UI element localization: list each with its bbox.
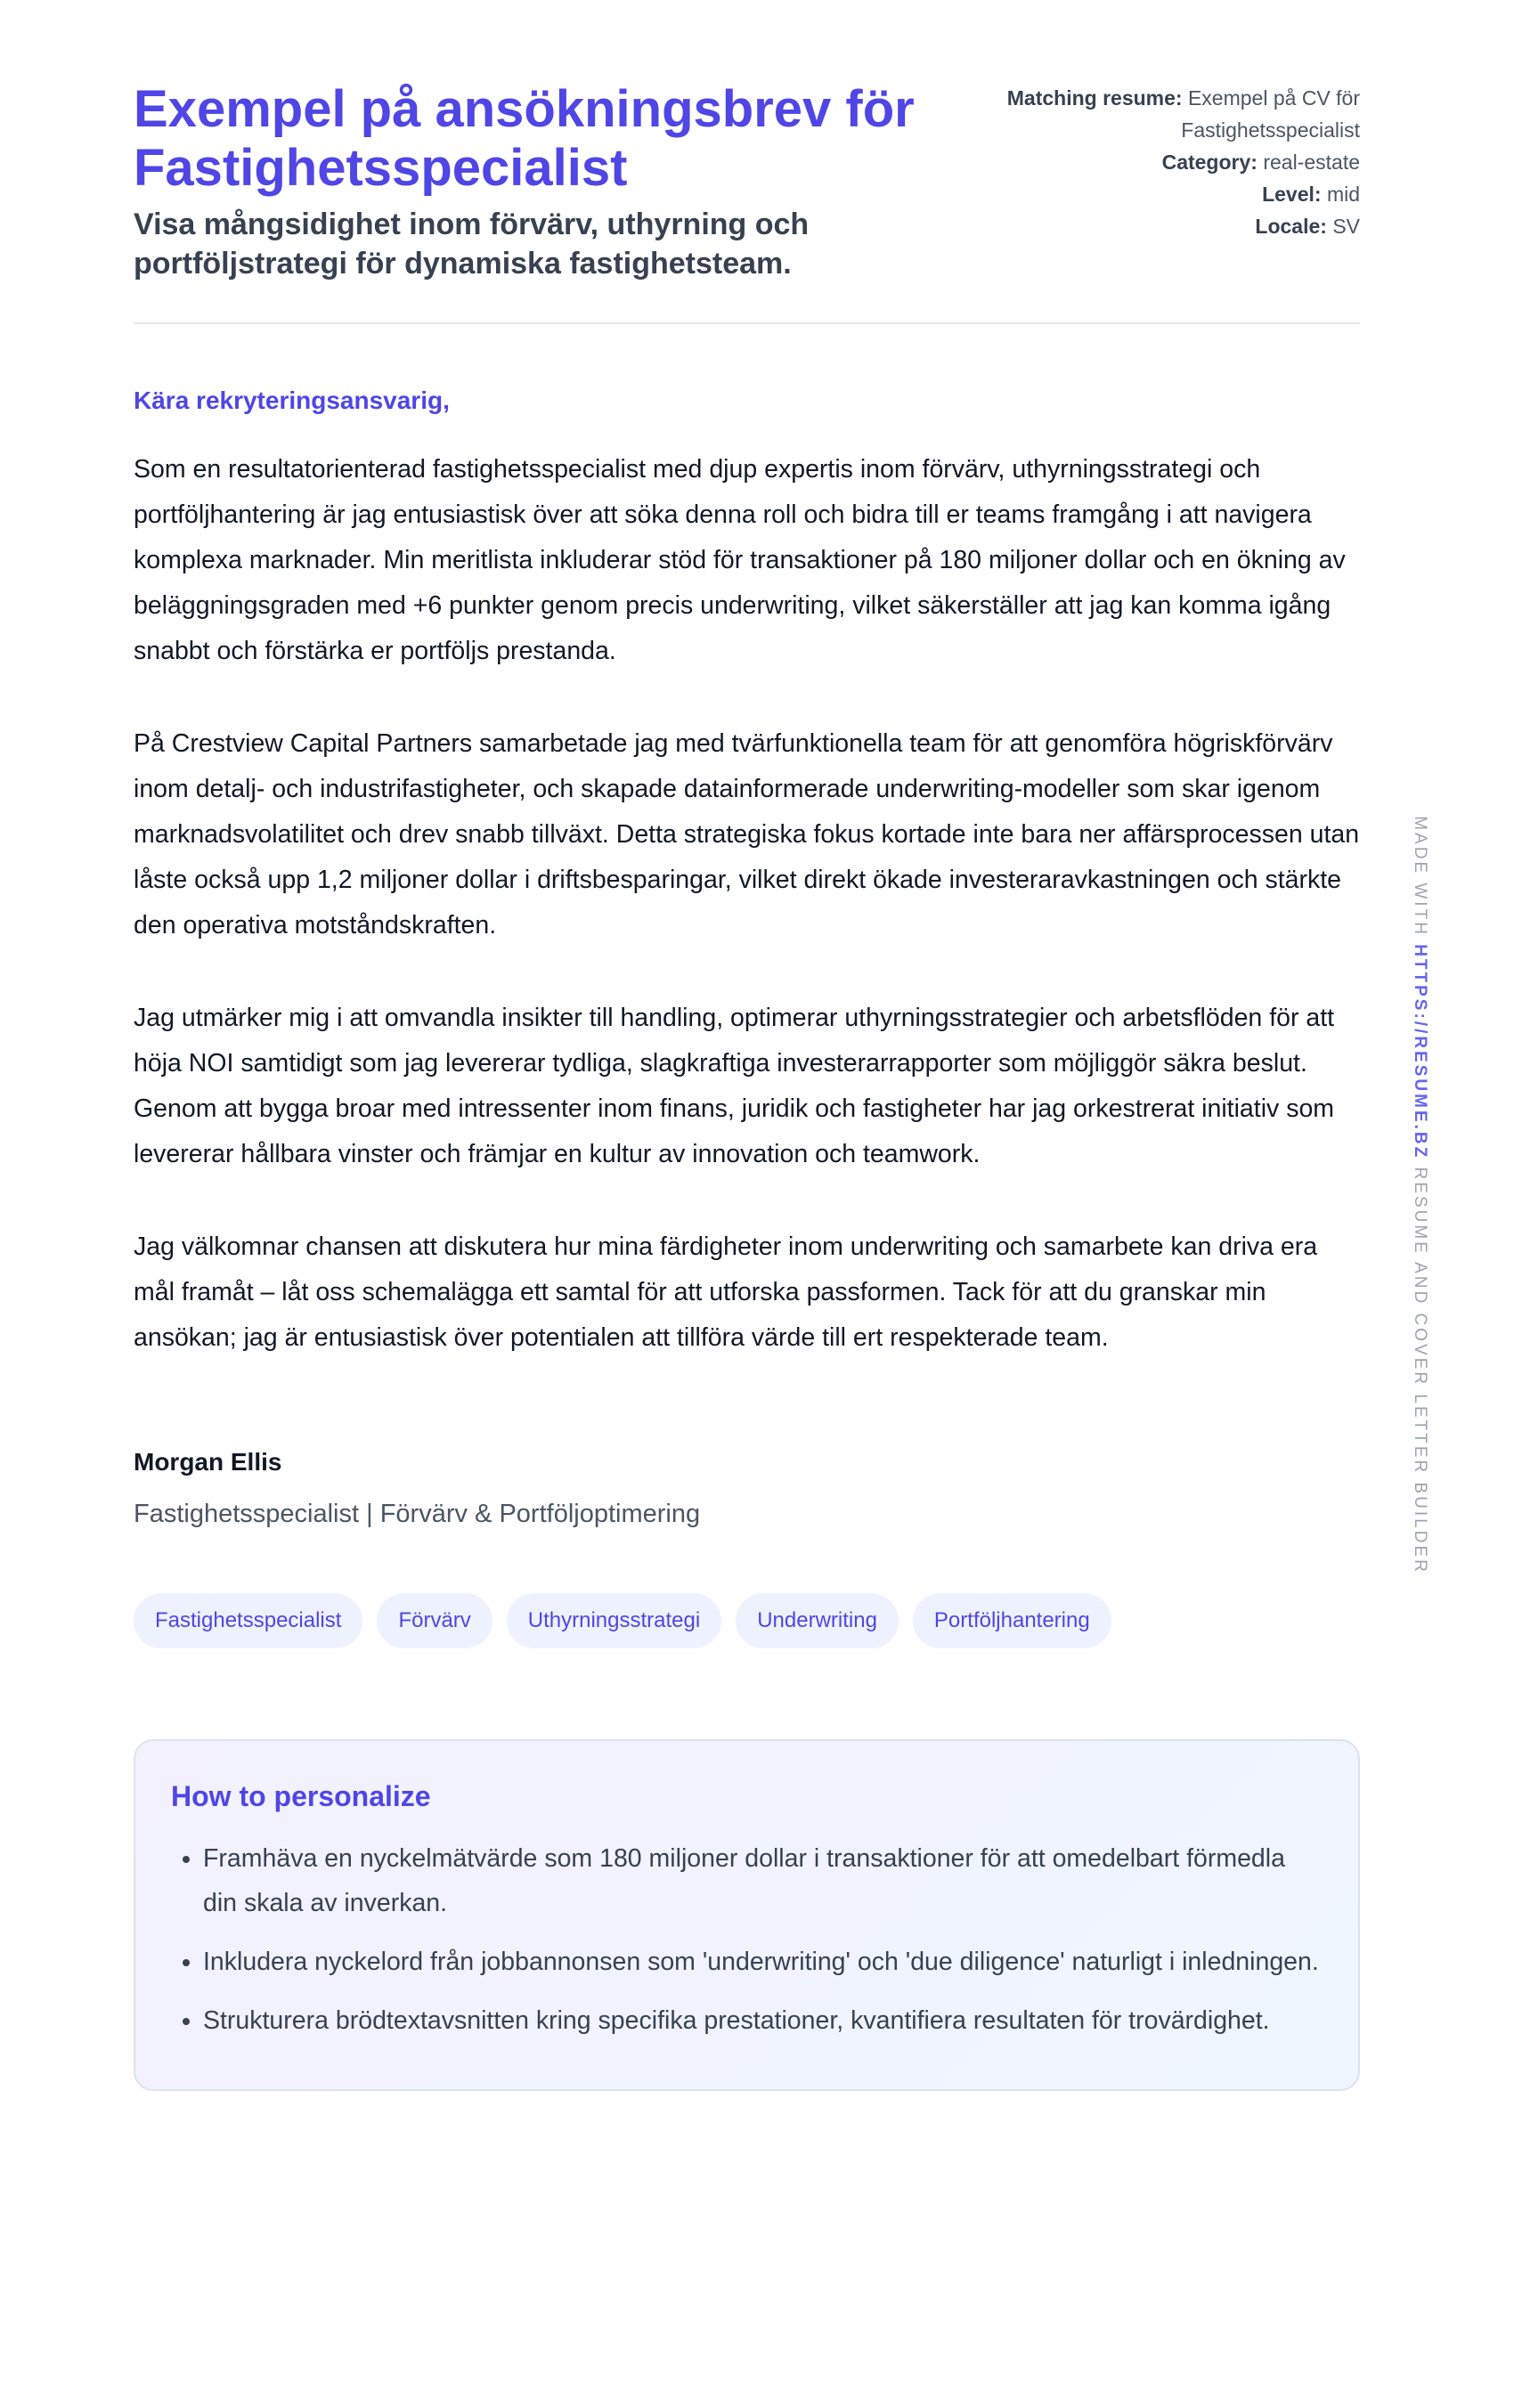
meta-level — [986, 178, 1360, 210]
personalize-list — [171, 1836, 1323, 2043]
letter-paragraph: Jag utmärker mig i att omvandla insikter till handling, optimerar uthyrningsstrategier och arbetsflöden för att höja NOI samtidigt som jag levererar tydliga, slagkraftiga investerarrapporter som möjliggör säkra beslut. Genom att bygga broar med intressenter inom finans, juridik och fastigheter har jag orkestrerat initiativ som levererar hållbara vinster och främjar en kultur av innovation och teamwork. — [134, 1004, 1335, 1168]
meta-level-value: mid — [1326, 183, 1360, 206]
page-title: Exempel på ansökningsbrev för Fastighetsspecialist — [134, 80, 915, 197]
meta-level-label: Level: — [1262, 183, 1322, 206]
personalize-item: • Strukturera brödtextavsnitten kring specifika prestationer, kvantifiera resultaten för trovärdighet. — [203, 1998, 1323, 2043]
tag-chip[interactable]: Uthyrningsstrategi — [507, 1593, 721, 1648]
meta-matching-resume — [986, 82, 1360, 146]
page-header — [134, 80, 1360, 324]
letter-salutation: Kära rekryteringsansvarig, — [134, 386, 450, 414]
meta-category — [986, 146, 1360, 178]
tag-list — [134, 1593, 1360, 1648]
meta-panel — [986, 80, 1360, 242]
personalize-panel — [134, 1739, 1360, 2091]
meta-matching-resume-value[interactable]: Exempel på CV för Fastighetsspecialist — [1181, 86, 1360, 142]
tag-chip[interactable]: Förvärv — [377, 1593, 492, 1648]
page-subtitle: Visa mångsidighet inom förvärv, uthyrning och portföljstrategi för dynamiska fastighetsteam. — [134, 207, 810, 281]
signature-role: Fastighetsspecialist | Förvärv & Portföljoptimering — [134, 1500, 701, 1528]
letter-paragraph: På Crestview Capital Partners samarbetade jag med tvärfunktionella team för att genomföra högriskförvärv inom detalj- och industrifastigheter, och skapade datainformerade underwriting-modeller som skar igenom marknadsvolatilitet och drev snabb tillväxt. Detta strategiska fokus kortade inte bara ner affärsprocessen utan låste också upp 1,2 miljoner dollar i driftsbesparingar, vilket direkt ökade investeraravkastningen och stärkte den operativa motståndskraften. — [134, 729, 1360, 940]
title-block — [134, 80, 935, 283]
meta-locale — [986, 210, 1360, 242]
meta-category-label: Category: — [1161, 150, 1258, 174]
personalize-title: How to personalize — [171, 1780, 431, 1812]
meta-category-value: real-estate — [1263, 150, 1360, 174]
sidebar-link[interactable]: HTTPS://RESUME.BZ — [1411, 944, 1429, 1160]
meta-locale-value: SV — [1332, 215, 1360, 238]
meta-matching-resume-label: Matching resume: — [1006, 86, 1183, 110]
cover-letter-page — [134, 80, 1360, 2091]
signature-name: Morgan Ellis — [134, 1448, 282, 1476]
sidebar-credit — [1410, 816, 1429, 1574]
tag-chip[interactable]: Underwriting — [736, 1593, 899, 1648]
letter-paragraph: Som en resultatorienterad fastighetsspecialist med djup expertis inom förvärv, uthyrningsstrategi och portföljhantering är jag entusiastisk över att söka denna roll och bidra till er teams framgång i att navigera komplexa marknader. Min meritlista inkluderar stöd för transaktioner på 180 miljoner dollar och en ökning av beläggningsgraden med +6 punkter genom precis underwriting, vilket säkerställer att jag kan komma igång snabbt och förstärka er portföljs prestanda. — [134, 455, 1346, 665]
sidebar-tagline: RESUME AND COVER LETTER BUILDER — [1411, 1167, 1429, 1574]
letter-body — [134, 447, 1360, 1361]
tag-chip[interactable]: Fastighetsspecialist — [134, 1593, 362, 1648]
meta-locale-label: Locale: — [1255, 215, 1327, 238]
sidebar-made-with: MADE WITH — [1411, 816, 1429, 937]
letter-paragraph: Jag välkomnar chansen att diskutera hur mina färdigheter inom underwriting och samarbete kan driva era mål framåt – låt oss schemalägga ett samtal för att utforska passformen. Tack för att du granskar min ansökan; jag är entusiastisk över potentialen att tillföra värde till ert respekterade team. — [134, 1232, 1318, 1352]
tag-chip[interactable]: Portföljhantering — [913, 1593, 1111, 1648]
personalize-item: • Inkludera nyckelord från jobbannonsen som 'underwriting' och 'due diligence' naturligt i inledningen. — [203, 1940, 1323, 1984]
personalize-item: • Framhäva en nyckelmätvärde som 180 miljoner dollar i transaktioner för att omedelbart förmedla din skala av inverkan. — [203, 1836, 1323, 1925]
